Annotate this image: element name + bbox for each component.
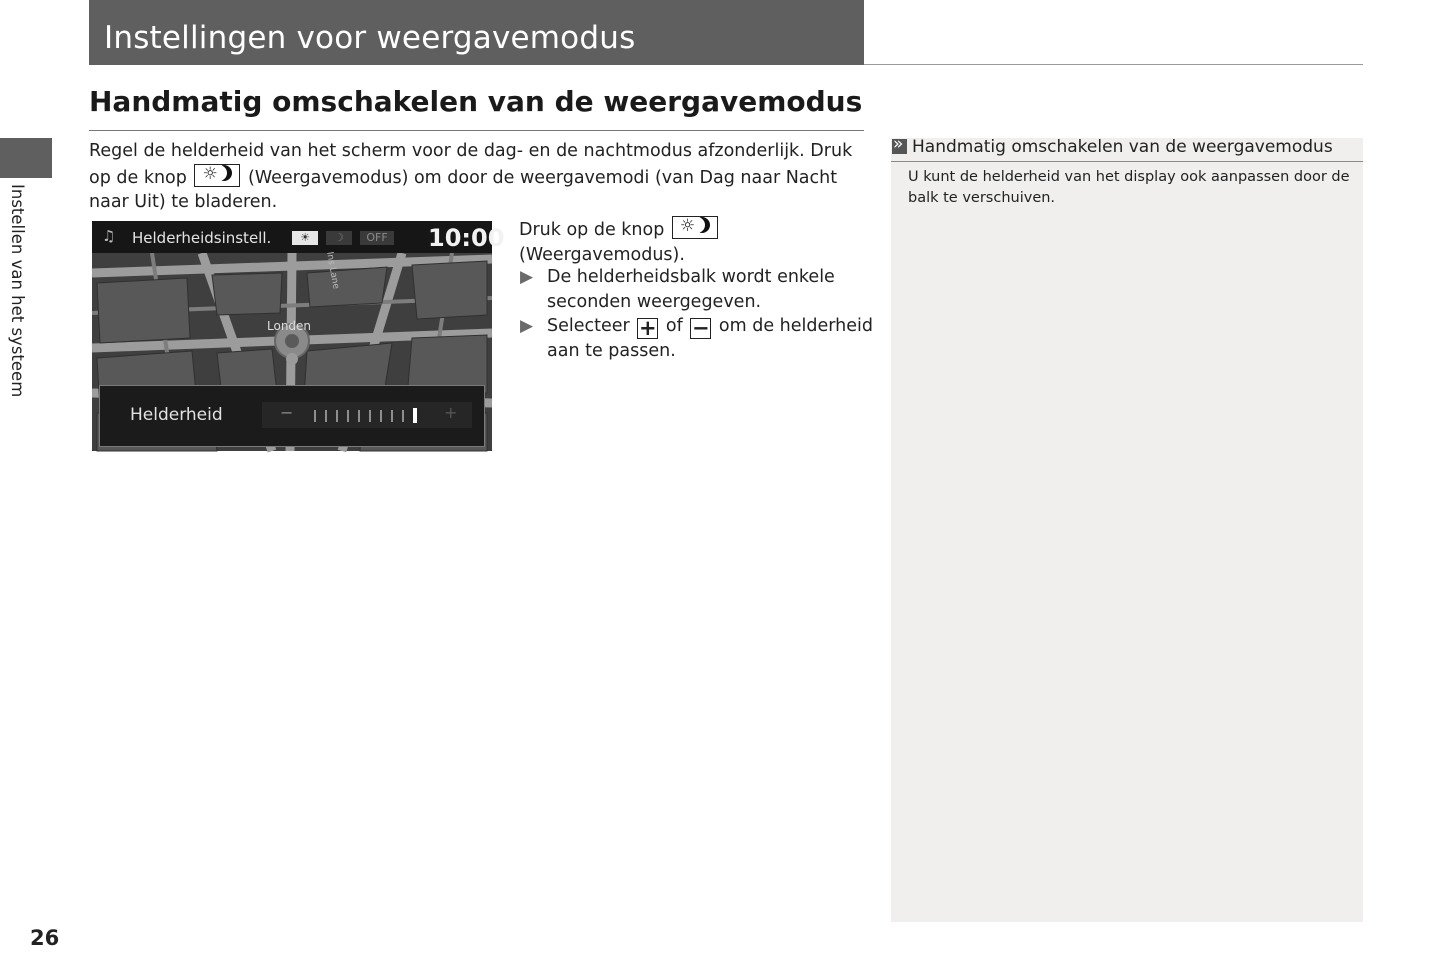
- step-2-text-b: of: [665, 316, 683, 336]
- side-tab-label: Instellen van het systeem: [8, 184, 27, 398]
- screen-clock: 10:00: [428, 224, 505, 252]
- music-note-icon: ♫: [102, 227, 116, 245]
- section-divider: [89, 130, 864, 131]
- note-divider: [891, 161, 1363, 162]
- double-chevron-icon: [892, 139, 907, 154]
- brightness-plus-icon: +: [444, 403, 458, 422]
- step-intro-text-a: Druk op de knop: [519, 220, 665, 240]
- intro-text-2: (Weergavemodus) om door de weergavemodi (van Dag naar Nacht naar Uit) te bladeren.: [89, 167, 838, 212]
- display-mode-key-icon: ☼: [194, 164, 240, 187]
- intro-paragraph: [89, 139, 869, 215]
- brightness-minus-icon: −: [280, 403, 294, 422]
- step-result-2: [520, 314, 877, 364]
- note-text: U kunt de helderheid van het display ook aanpassen door de balk te verschuiven.: [908, 169, 1350, 206]
- brightness-tick: [314, 410, 316, 422]
- brightness-tick: [325, 410, 327, 422]
- section-heading: Handmatig omschakelen van de weergavemodus: [89, 85, 863, 118]
- brightness-tick: [380, 410, 382, 422]
- brightness-tick: [402, 410, 404, 422]
- mode-night-icon: ☽: [326, 231, 352, 245]
- step-2-text-c: om de helderheid aan te passen.: [547, 316, 873, 361]
- note-heading: Handmatig omschakelen van de weergavemodus: [912, 137, 1333, 157]
- screen-title: Helderheidsinstell.: [132, 229, 272, 247]
- intro-text-1: Regel de helderheid van het scherm voor de dag- en de nachtmodus afzonderlijk. Druk op de knop: [89, 141, 853, 188]
- step-1-text: De helderheidsbalk wordt enkele seconden weergegeven.: [547, 267, 835, 312]
- page-number: 26: [30, 926, 60, 950]
- plus-key-icon: +: [638, 316, 657, 340]
- brightness-screen-figure: [92, 221, 505, 451]
- brightness-current-tick: [413, 408, 417, 423]
- brightness-tick: [391, 410, 393, 422]
- map-street-label: Ins Lane: [324, 251, 341, 290]
- chapter-title: Instellingen voor weergavemodus: [104, 20, 636, 56]
- brightness-tick: [358, 410, 360, 422]
- minus-key-icon: −: [692, 316, 710, 340]
- brightness-slider: [262, 402, 472, 428]
- brightness-tick: [369, 410, 371, 422]
- mode-off-label: OFF: [360, 231, 394, 245]
- step-2-text-a: Selecteer: [547, 316, 630, 336]
- note-column: [891, 138, 1363, 922]
- side-tab-marker: [0, 138, 52, 178]
- brightness-tick: [336, 410, 338, 422]
- step-result-1: [520, 265, 877, 314]
- mode-day-icon: ☀: [292, 231, 318, 245]
- brightness-label: Helderheid: [130, 405, 223, 425]
- step-intro-text-b: (Weergavemodus).: [519, 244, 685, 265]
- arrow-right-icon: ▶: [520, 267, 534, 287]
- step-instruction: [519, 216, 864, 267]
- map-city-label: Londen: [267, 319, 312, 333]
- arrow-right-icon: ▶: [520, 316, 534, 336]
- display-mode-key-icon: ☼: [672, 216, 718, 239]
- brightness-tick: [347, 410, 349, 422]
- header-divider: [864, 64, 1363, 65]
